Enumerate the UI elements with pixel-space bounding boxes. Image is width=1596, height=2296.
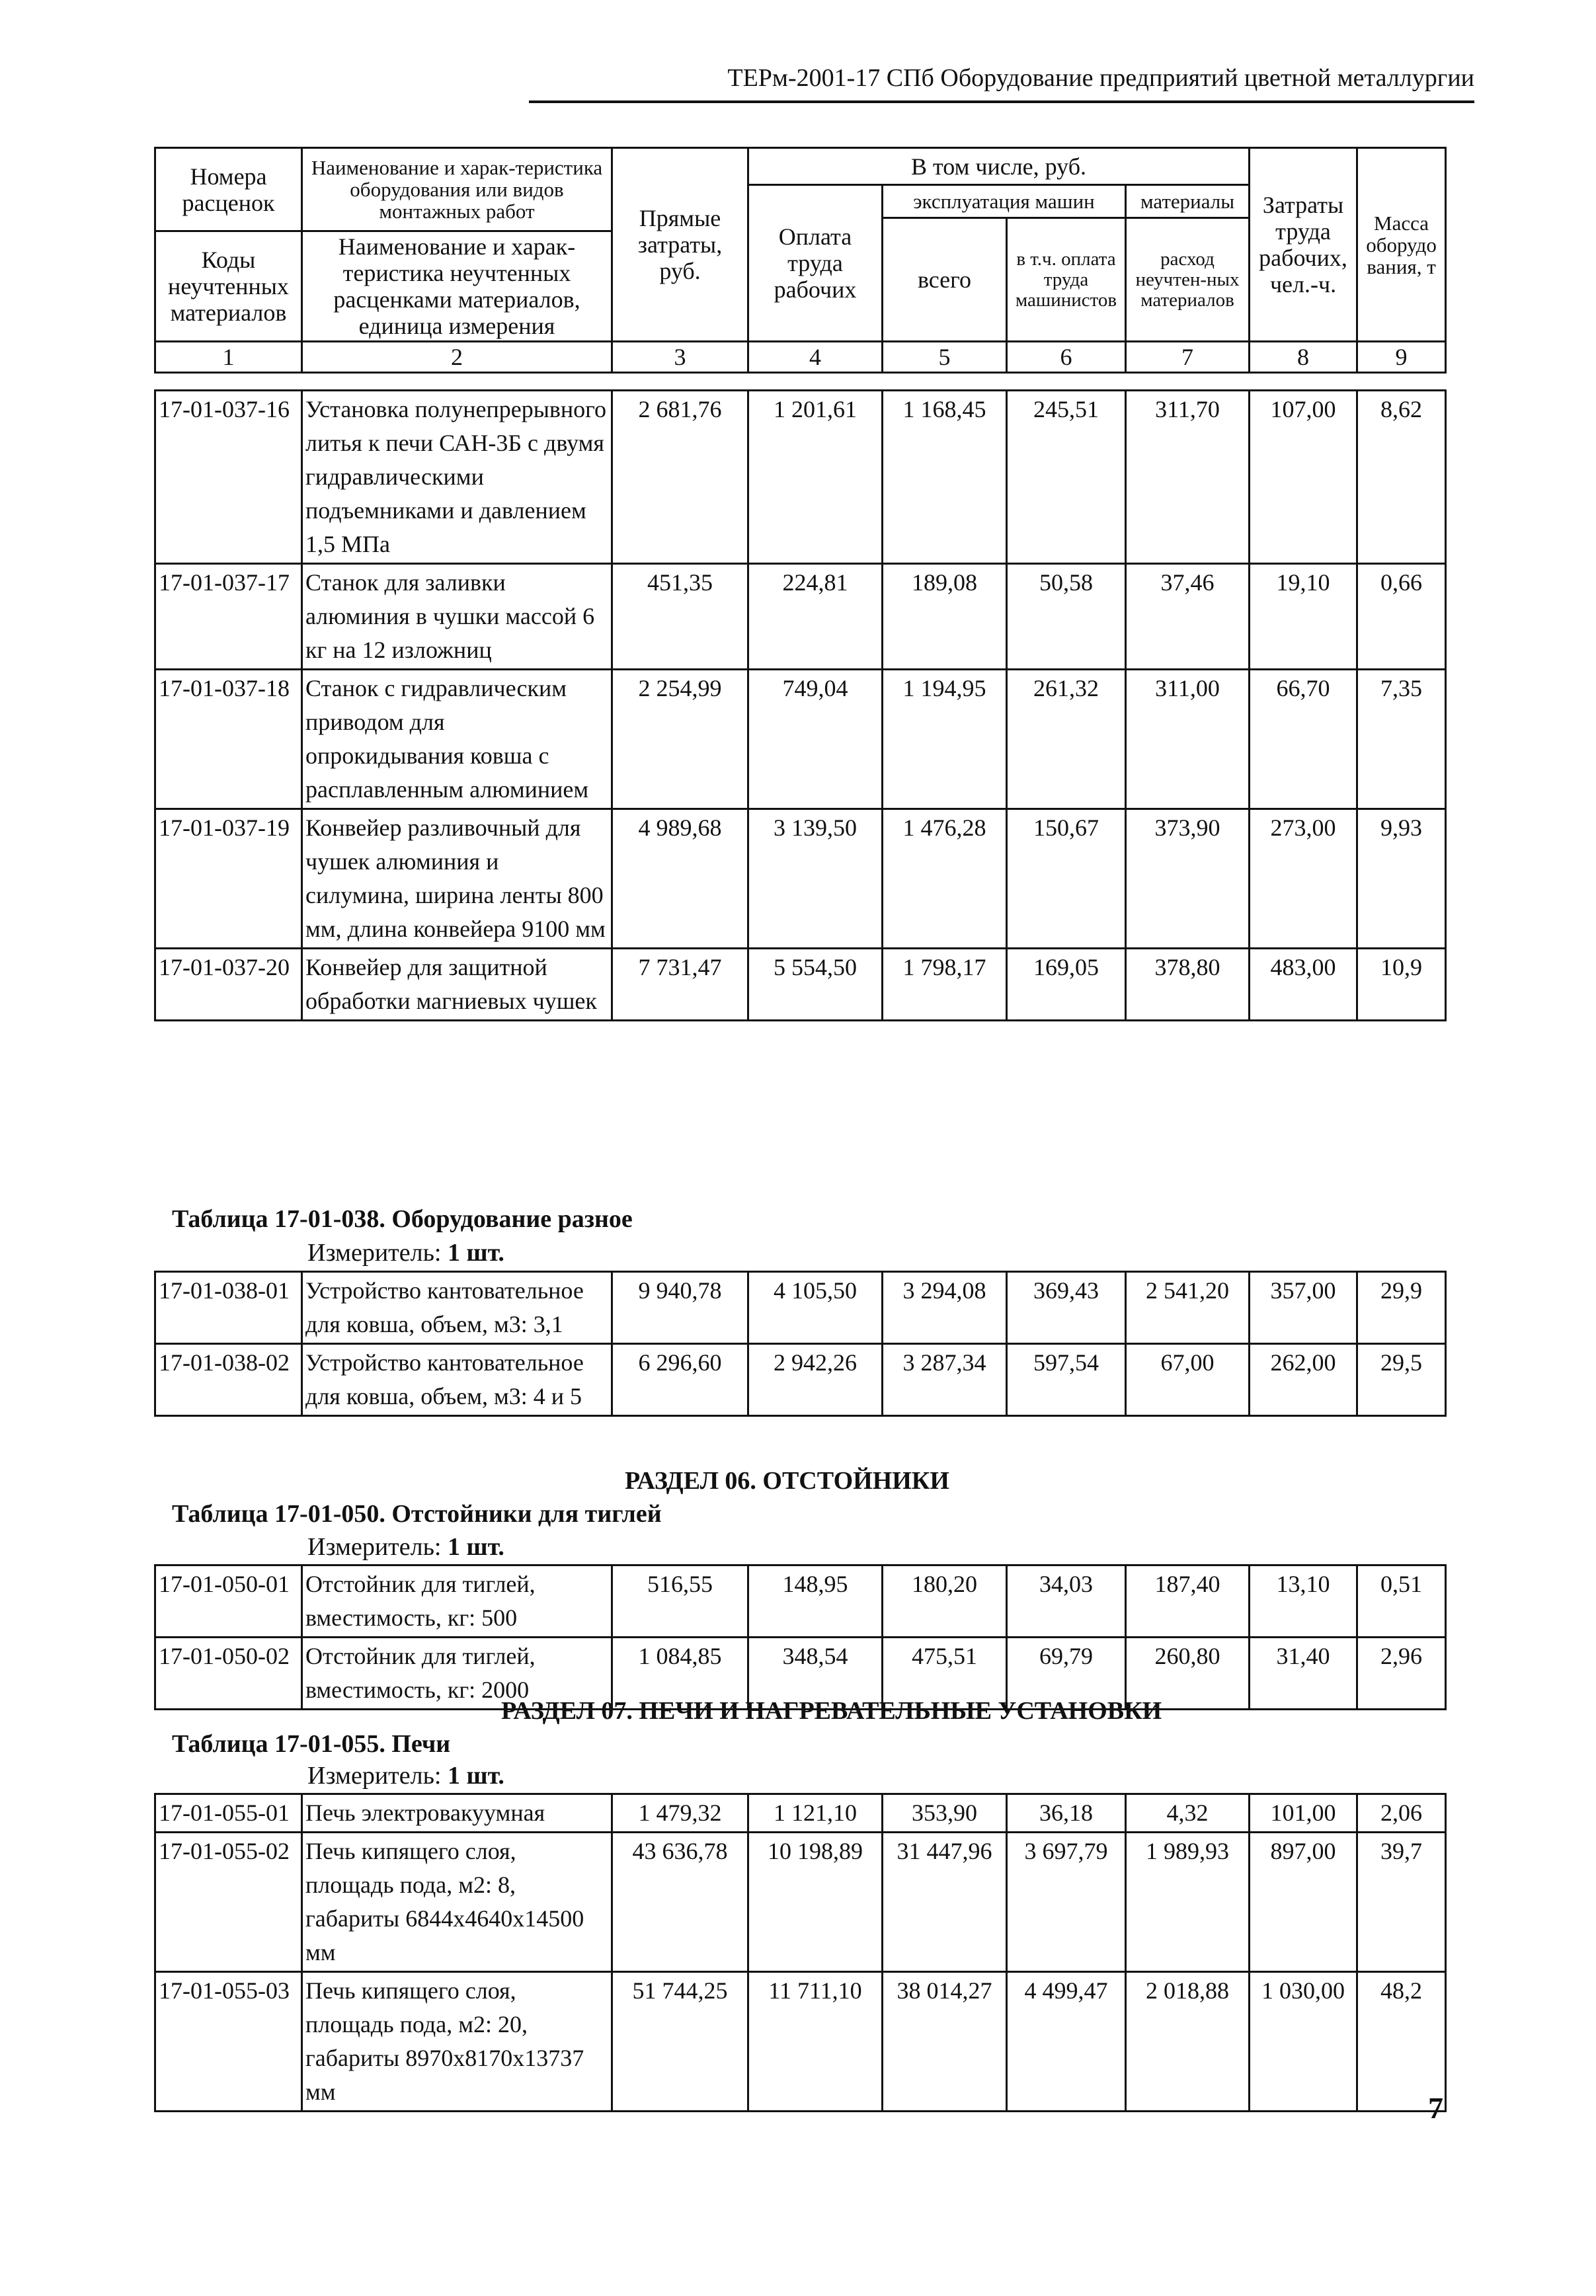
row-mass: 8,62: [1357, 391, 1446, 564]
row-mass: 9,93: [1357, 809, 1446, 949]
row-code: 17-01-037-16: [155, 391, 302, 564]
row-machinist-labor: 4 499,47: [1007, 1972, 1126, 2112]
row-direct-cost: 7 731,47: [612, 949, 748, 1021]
row-labor-hours: 483,00: [1250, 949, 1357, 1021]
row-machinist-labor: 369,43: [1007, 1272, 1126, 1344]
table-row: [155, 1833, 1446, 1972]
row-labor-cost: 749,04: [748, 670, 883, 809]
row-code: 17-01-037-19: [155, 809, 302, 949]
row-materials: 2 541,20: [1126, 1272, 1250, 1344]
row-labor-hours: 357,00: [1250, 1272, 1357, 1344]
table-row: [155, 391, 1446, 564]
table-055-measure: Измеритель: 1 шт.: [307, 1762, 504, 1790]
col-direct-header: Прямые затраты, руб.: [612, 148, 748, 342]
row-mass: 39,7: [1357, 1833, 1446, 1972]
row-direct-cost: 43 636,78: [612, 1833, 748, 1972]
row-name: Печь кипящего слоя, площадь пода, м2: 8, габариты 6844х4640х14500 мм: [302, 1833, 612, 1972]
row-mass: 0,51: [1357, 1565, 1446, 1638]
row-name: Установка полунепрерывного литья к печи САН-3Б с двумя гидравлическими подъемниками и давлением 1,5 МПа: [302, 391, 612, 564]
row-materials: 311,70: [1126, 391, 1250, 564]
row-direct-cost: 1 084,85: [612, 1638, 748, 1710]
table-row: [155, 949, 1446, 1021]
row-machines-cost: 1 476,28: [883, 809, 1007, 949]
row-labor-cost: 11 711,10: [748, 1972, 883, 2112]
row-materials: 378,80: [1126, 949, 1250, 1021]
row-name: Устройство кантовательное для ковша, объем, м3: 3,1: [302, 1272, 612, 1344]
row-direct-cost: 6 296,60: [612, 1344, 748, 1416]
col-materials-usage-header: расход неучтен-ных материалов: [1126, 218, 1250, 342]
row-mass: 10,9: [1357, 949, 1446, 1021]
section-06-heading: РАЗДЕЛ 06. ОТСТОЙНИКИ: [625, 1467, 949, 1495]
col-hours-header: Затраты труда рабочих, чел.-ч.: [1250, 148, 1357, 342]
row-labor-hours: 1 030,00: [1250, 1972, 1357, 2112]
row-code: 17-01-038-01: [155, 1272, 302, 1344]
row-materials: 37,46: [1126, 564, 1250, 670]
row-direct-cost: 9 940,78: [612, 1272, 748, 1344]
table-038-measure: Измеритель: 1 шт.: [307, 1239, 504, 1267]
row-direct-cost: 51 744,25: [612, 1972, 748, 2112]
row-machinist-labor: 597,54: [1007, 1344, 1126, 1416]
table-038-title: Таблица 17-01-038. Оборудование разное: [172, 1205, 633, 1233]
table-050: [154, 1564, 1447, 1710]
table-row: [155, 1344, 1446, 1416]
row-machines-cost: 180,20: [883, 1565, 1007, 1638]
col-material-codes-header: Коды неучтенных материалов: [155, 231, 302, 342]
table-row: [155, 1272, 1446, 1344]
row-labor-cost: 5 554,50: [748, 949, 883, 1021]
table-row: [155, 1972, 1446, 2112]
row-machines-cost: 38 014,27: [883, 1972, 1007, 2112]
col-machinist-labor-header: в т.ч. оплата труда машинистов: [1007, 218, 1126, 342]
row-name: Станок с гидравлическим приводом для опрокидывания ковша с расплавленным алюминием: [302, 670, 612, 809]
row-machinist-labor: 261,32: [1007, 670, 1126, 809]
row-name: Устройство кантовательное для ковша, объем, м3: 4 и 5: [302, 1344, 612, 1416]
row-materials: 4,32: [1126, 1794, 1250, 1833]
col-materials-header: материалы: [1126, 185, 1250, 218]
row-labor-cost: 148,95: [748, 1565, 883, 1638]
col-labor-header: Оплата труда рабочих: [748, 185, 883, 342]
row-labor-hours: 897,00: [1250, 1833, 1357, 1972]
row-materials: 1 989,93: [1126, 1833, 1250, 1972]
row-code: 17-01-055-02: [155, 1833, 302, 1972]
row-materials: 187,40: [1126, 1565, 1250, 1638]
row-code: 17-01-050-01: [155, 1565, 302, 1638]
table-row: [155, 809, 1446, 949]
row-machines-cost: 1 168,45: [883, 391, 1007, 564]
row-code: 17-01-037-18: [155, 670, 302, 809]
col-group-header: В том числе, руб.: [748, 148, 1250, 185]
table-055-title: Таблица 17-01-055. Печи: [172, 1730, 451, 1758]
row-mass: 29,9: [1357, 1272, 1446, 1344]
row-machines-cost: 353,90: [883, 1794, 1007, 1833]
row-machinist-labor: 34,03: [1007, 1565, 1126, 1638]
row-code: 17-01-037-20: [155, 949, 302, 1021]
table-038: [154, 1271, 1447, 1417]
row-materials: 311,00: [1126, 670, 1250, 809]
row-machines-cost: 189,08: [883, 564, 1007, 670]
row-machines-cost: 3 287,34: [883, 1344, 1007, 1416]
row-direct-cost: 2 254,99: [612, 670, 748, 809]
row-machines-cost: 1 798,17: [883, 949, 1007, 1021]
row-name: Печь кипящего слоя, площадь пода, м2: 20, габариты 8970х8170х13737 мм: [302, 1972, 612, 2112]
table-055: [154, 1793, 1447, 2112]
row-mass: 2,06: [1357, 1794, 1446, 1833]
row-machinist-labor: 245,51: [1007, 391, 1126, 564]
row-mass: 0,66: [1357, 564, 1446, 670]
table-row: [155, 564, 1446, 670]
row-direct-cost: 2 681,76: [612, 391, 748, 564]
row-code: 17-01-055-03: [155, 1972, 302, 2112]
row-labor-hours: 66,70: [1250, 670, 1357, 809]
row-mass: 48,2: [1357, 1972, 1446, 2112]
row-direct-cost: 516,55: [612, 1565, 748, 1638]
row-direct-cost: 1 479,32: [612, 1794, 748, 1833]
row-labor-hours: 13,10: [1250, 1565, 1357, 1638]
row-direct-cost: 4 989,68: [612, 809, 748, 949]
row-name: Отстойник для тиглей, вместимость, кг: 2000: [302, 1638, 612, 1710]
row-materials: 373,90: [1126, 809, 1250, 949]
row-labor-cost: 2 942,26: [748, 1344, 883, 1416]
row-labor-hours: 107,00: [1250, 391, 1357, 564]
table-050-title: Таблица 17-01-050. Отстойники для тиглей: [172, 1500, 662, 1528]
row-labor-cost: 10 198,89: [748, 1833, 883, 1972]
column-header-table: [154, 147, 1447, 374]
col-machines-header: эксплуатация машин: [883, 185, 1126, 218]
row-name: Отстойник для тиглей, вместимость, кг: 500: [302, 1565, 612, 1638]
table-row: [155, 1794, 1446, 1833]
row-machinist-labor: 150,67: [1007, 809, 1126, 949]
row-code: 17-01-050-02: [155, 1638, 302, 1710]
row-mass: 29,5: [1357, 1344, 1446, 1416]
page-number: 7: [1428, 2091, 1443, 2125]
row-labor-hours: 101,00: [1250, 1794, 1357, 1833]
row-direct-cost: 451,35: [612, 564, 748, 670]
row-machines-cost: 475,51: [883, 1638, 1007, 1710]
table-row: [155, 670, 1446, 809]
row-machinist-labor: 169,05: [1007, 949, 1126, 1021]
row-labor-hours: 262,00: [1250, 1344, 1357, 1416]
row-labor-cost: 1 121,10: [748, 1794, 883, 1833]
row-machinist-labor: 36,18: [1007, 1794, 1126, 1833]
row-name: Печь электровакуумная: [302, 1794, 612, 1833]
row-labor-cost: 4 105,50: [748, 1272, 883, 1344]
table-row: [155, 1565, 1446, 1638]
col-machines-total-header: всего: [883, 218, 1007, 342]
row-labor-hours: 31,40: [1250, 1638, 1357, 1710]
section-07-heading: РАЗДЕЛ 07. ПЕЧИ И НАГРЕВАТЕЛЬНЫЕ УСТАНОВКИ: [501, 1697, 1162, 1725]
row-labor-hours: 273,00: [1250, 809, 1357, 949]
col-name-header: Наименование и харак-теристика оборудования или видов монтажных работ: [302, 148, 612, 231]
row-labor-cost: 224,81: [748, 564, 883, 670]
row-machinist-labor: 3 697,79: [1007, 1833, 1126, 1972]
row-code: 17-01-055-01: [155, 1794, 302, 1833]
row-machinist-labor: 69,79: [1007, 1638, 1126, 1710]
row-materials: 67,00: [1126, 1344, 1250, 1416]
row-mass: 7,35: [1357, 670, 1446, 809]
row-labor-cost: 348,54: [748, 1638, 883, 1710]
table-050-measure: Измеритель: 1 шт.: [307, 1533, 504, 1561]
row-machines-cost: 3 294,08: [883, 1272, 1007, 1344]
row-materials: 2 018,88: [1126, 1972, 1250, 2112]
column-numbers-row: 1 2 3 4 5 6 7 8 9: [155, 342, 1446, 373]
row-labor-cost: 3 139,50: [748, 809, 883, 949]
running-header: ТЕРм-2001-17 СПб Оборудование предприятий цветной металлургии: [529, 63, 1474, 103]
row-name: Конвейер разливочный для чушек алюминия и силумина, ширина ленты 800 мм, длина конвейера 9100 мм: [302, 809, 612, 949]
col-material-name-header: Наименование и харак-теристика неучтенных расценками материалов, единица измерения: [302, 231, 612, 342]
row-labor-cost: 1 201,61: [748, 391, 883, 564]
col-mass-header: Масса оборудо вания, т: [1357, 148, 1446, 342]
row-code: 17-01-038-02: [155, 1344, 302, 1416]
row-mass: 2,96: [1357, 1638, 1446, 1710]
row-machines-cost: 1 194,95: [883, 670, 1007, 809]
row-labor-hours: 19,10: [1250, 564, 1357, 670]
row-code: 17-01-037-17: [155, 564, 302, 670]
row-materials: 260,80: [1126, 1638, 1250, 1710]
row-name: Станок для заливки алюминия в чушки массой 6 кг на 12 изложниц: [302, 564, 612, 670]
table-037-continued: [154, 389, 1447, 1021]
col-code-header: Номера расценок: [155, 148, 302, 231]
row-machinist-labor: 50,58: [1007, 564, 1126, 670]
row-name: Конвейер для защитной обработки магниевых чушек: [302, 949, 612, 1021]
row-machines-cost: 31 447,96: [883, 1833, 1007, 1972]
